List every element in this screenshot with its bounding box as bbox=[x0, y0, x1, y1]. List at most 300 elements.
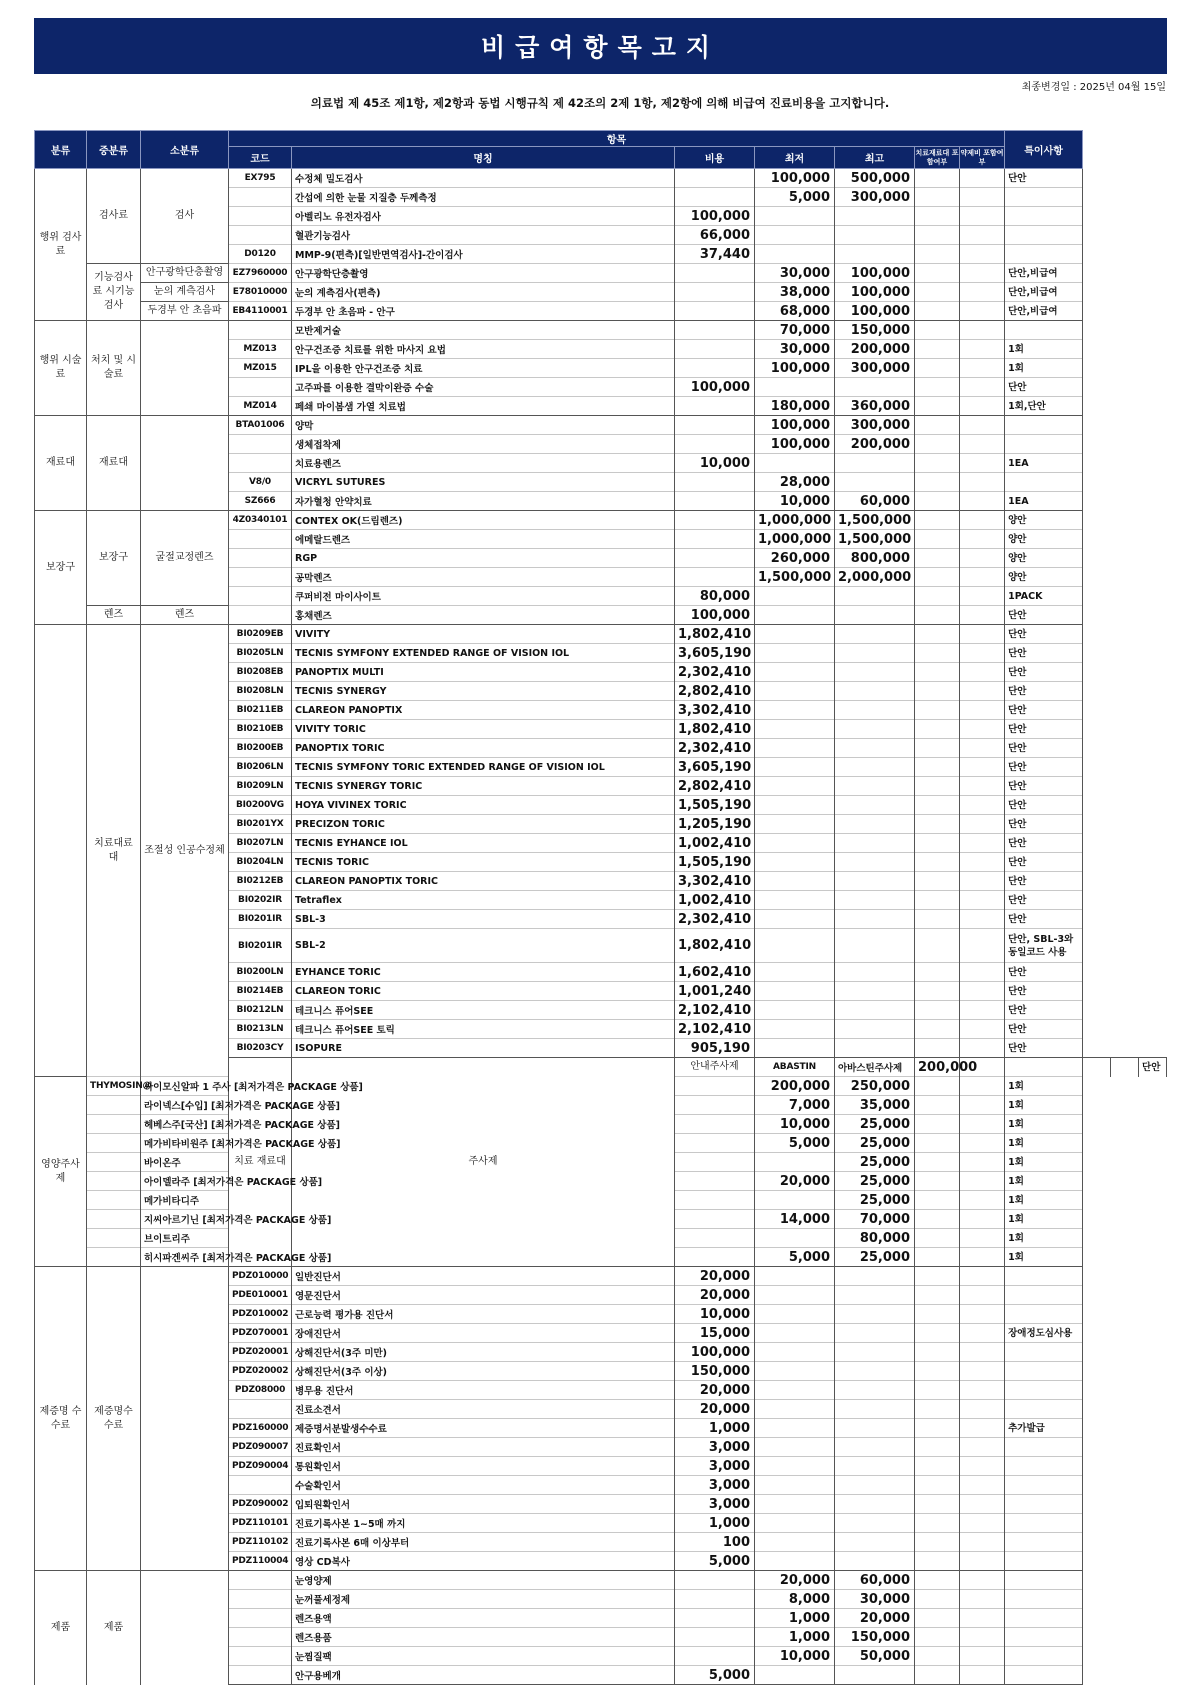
remarks-cell bbox=[1005, 1438, 1083, 1457]
drug-included-cell bbox=[960, 1210, 1005, 1229]
name-cell: 상해진단서(3주 미만) bbox=[292, 1343, 675, 1362]
material-included-cell bbox=[915, 511, 960, 530]
material-included-cell bbox=[915, 1590, 960, 1609]
min-cell bbox=[755, 796, 835, 815]
remarks-cell bbox=[1005, 321, 1083, 340]
material-included-cell bbox=[915, 1457, 960, 1476]
name-cell: TECNIS EYHANCE IOL bbox=[292, 834, 675, 853]
name-cell: ISOPURE bbox=[292, 1039, 675, 1058]
min-cell bbox=[755, 758, 835, 777]
code-cell bbox=[87, 1248, 141, 1267]
header-item: 항목 bbox=[229, 131, 1005, 147]
mid-category-cell: 렌즈 bbox=[87, 606, 141, 625]
code-cell: BI0201IR bbox=[229, 910, 292, 929]
material-included-cell bbox=[915, 720, 960, 739]
table-row bbox=[35, 1571, 1167, 1590]
min-cell bbox=[755, 378, 835, 397]
drug-included-cell bbox=[960, 530, 1005, 549]
drug-included-cell bbox=[960, 1267, 1005, 1286]
max-cell bbox=[835, 1419, 915, 1438]
material-included-cell bbox=[915, 1533, 960, 1552]
remarks-cell: 단안 bbox=[1005, 910, 1083, 929]
min-cell bbox=[755, 1381, 835, 1400]
name-cell: SBL-3 bbox=[292, 910, 675, 929]
max-cell bbox=[835, 1020, 915, 1039]
max-cell bbox=[835, 796, 915, 815]
drug-included-cell bbox=[960, 1666, 1005, 1685]
fee-cell: 20,000 bbox=[675, 1381, 755, 1400]
name-cell: 눈영양제 bbox=[292, 1571, 675, 1590]
drug-included-cell bbox=[960, 1020, 1005, 1039]
header-material-included: 치료재료대 포함여부 bbox=[915, 147, 960, 169]
code-cell bbox=[87, 1096, 141, 1115]
material-included-cell bbox=[915, 454, 960, 473]
material-included-cell bbox=[915, 1495, 960, 1514]
material-included-cell bbox=[1083, 1058, 1111, 1077]
material-included-cell bbox=[915, 644, 960, 663]
min-cell: 180,000 bbox=[755, 397, 835, 416]
mid-category-cell: 제증명수수료 bbox=[87, 1267, 141, 1571]
fee-cell: 2,802,410 bbox=[675, 682, 755, 701]
name-cell: 아벨리노 유전자검사 bbox=[292, 207, 675, 226]
material-included-cell bbox=[915, 682, 960, 701]
drug-included-cell bbox=[960, 1248, 1005, 1267]
remarks-cell: 단안 bbox=[1005, 815, 1083, 834]
category-cell: 제품 bbox=[35, 1571, 87, 1685]
fee-cell bbox=[675, 416, 755, 435]
material-included-cell bbox=[915, 625, 960, 644]
min-cell bbox=[755, 815, 835, 834]
min-cell bbox=[755, 777, 835, 796]
name-cell: 진료확인서 bbox=[292, 1438, 675, 1457]
code-cell: PDE010001 bbox=[229, 1286, 292, 1305]
min-cell bbox=[755, 1476, 835, 1495]
fee-cell bbox=[675, 1191, 755, 1210]
max-cell bbox=[835, 1476, 915, 1495]
remarks-cell: 단안 bbox=[1139, 1058, 1167, 1077]
sub-category-cell: 굴절교정렌즈 bbox=[141, 511, 229, 606]
fee-cell: 1,000 bbox=[675, 1514, 755, 1533]
fee-cell: 3,302,410 bbox=[675, 872, 755, 891]
fee-cell bbox=[675, 1134, 755, 1153]
material-included-cell bbox=[915, 1077, 960, 1096]
name-cell: 안구광학단층촬영 bbox=[292, 264, 675, 283]
min-cell: 5,000 bbox=[755, 1134, 835, 1153]
drug-included-cell bbox=[960, 188, 1005, 207]
drug-included-cell bbox=[960, 1571, 1005, 1590]
drug-included-cell bbox=[960, 302, 1005, 321]
name-cell: 렌즈용액 bbox=[292, 1609, 675, 1628]
min-cell bbox=[755, 207, 835, 226]
remarks-cell: 장애정도심사용 bbox=[1005, 1324, 1083, 1343]
drug-included-cell bbox=[960, 1115, 1005, 1134]
fee-cell bbox=[675, 321, 755, 340]
code-cell bbox=[87, 1229, 141, 1248]
min-cell: 14,000 bbox=[755, 1210, 835, 1229]
remarks-cell: 단안 bbox=[1005, 1001, 1083, 1020]
material-included-cell bbox=[915, 1134, 960, 1153]
code-cell: MZ015 bbox=[229, 359, 292, 378]
remarks-cell: 1회 bbox=[1005, 1248, 1083, 1267]
drug-included-cell bbox=[1111, 1058, 1139, 1077]
remarks-cell: 단안,비급여 bbox=[1005, 264, 1083, 283]
min-cell bbox=[755, 606, 835, 625]
drug-included-cell bbox=[960, 1628, 1005, 1647]
min-cell: 5,000 bbox=[755, 188, 835, 207]
mid-category-cell: 치료대료대 bbox=[87, 625, 141, 1077]
material-included-cell bbox=[915, 1571, 960, 1590]
remarks-cell bbox=[1005, 1552, 1083, 1571]
max-cell: 2,000,000 bbox=[835, 568, 915, 587]
code-cell bbox=[87, 1210, 141, 1229]
fee-cell bbox=[675, 1096, 755, 1115]
remarks-cell: 추가발급 bbox=[1005, 1419, 1083, 1438]
material-included-cell bbox=[915, 872, 960, 891]
material-included-cell bbox=[915, 1210, 960, 1229]
fee-cell: 2,302,410 bbox=[675, 739, 755, 758]
code-cell: BI0212EB bbox=[229, 872, 292, 891]
code-cell bbox=[229, 1609, 292, 1628]
min-cell bbox=[755, 454, 835, 473]
fee-cell bbox=[675, 169, 755, 188]
code-cell: BI0200VG bbox=[229, 796, 292, 815]
min-cell bbox=[755, 1666, 835, 1685]
fee-cell bbox=[675, 302, 755, 321]
max-cell: 35,000 bbox=[835, 1096, 915, 1115]
min-cell bbox=[755, 1552, 835, 1571]
material-included-cell bbox=[915, 1191, 960, 1210]
code-cell: BI0201YX bbox=[229, 815, 292, 834]
code-cell: BI0207LN bbox=[229, 834, 292, 853]
remarks-cell: 단안 bbox=[1005, 891, 1083, 910]
material-included-cell bbox=[915, 1248, 960, 1267]
max-cell: 1,500,000 bbox=[835, 530, 915, 549]
code-cell: BTA01006 bbox=[229, 416, 292, 435]
fee-cell: 1,205,190 bbox=[675, 815, 755, 834]
remarks-cell: 단안 bbox=[1005, 663, 1083, 682]
fee-cell bbox=[675, 397, 755, 416]
min-cell: 38,000 bbox=[755, 283, 835, 302]
name-cell: 안구용베개 bbox=[292, 1666, 675, 1685]
remarks-cell: 단안 bbox=[1005, 796, 1083, 815]
material-included-cell bbox=[915, 1609, 960, 1628]
fee-cell: 1,802,410 bbox=[675, 625, 755, 644]
table-row bbox=[35, 511, 1167, 530]
min-cell: 1,000 bbox=[755, 1628, 835, 1647]
min-cell: 28,000 bbox=[755, 473, 835, 492]
drug-included-cell bbox=[960, 891, 1005, 910]
name-cell: 수정체 밀도검사 bbox=[292, 169, 675, 188]
material-included-cell bbox=[915, 910, 960, 929]
material-included-cell bbox=[915, 1172, 960, 1191]
fee-cell bbox=[675, 1609, 755, 1628]
name-cell: TECNIS TORIC bbox=[292, 853, 675, 872]
fee-cell bbox=[675, 283, 755, 302]
name-cell: 입퇴원확인서 bbox=[292, 1495, 675, 1514]
min-cell: 260,000 bbox=[755, 549, 835, 568]
drug-included-cell bbox=[960, 872, 1005, 891]
min-cell bbox=[755, 872, 835, 891]
max-cell bbox=[835, 1552, 915, 1571]
drug-included-cell bbox=[960, 1514, 1005, 1533]
max-cell bbox=[835, 1666, 915, 1685]
fee-cell: 2,302,410 bbox=[675, 910, 755, 929]
drug-included-cell bbox=[960, 207, 1005, 226]
min-cell bbox=[755, 625, 835, 644]
material-included-cell bbox=[915, 796, 960, 815]
code-cell: PDZ08000 bbox=[229, 1381, 292, 1400]
code-cell bbox=[229, 1666, 292, 1685]
table-row bbox=[35, 1267, 1167, 1286]
max-cell bbox=[835, 473, 915, 492]
name-cell: 양막 bbox=[292, 416, 675, 435]
code-cell bbox=[229, 1400, 292, 1419]
remarks-cell: 단안 bbox=[1005, 982, 1083, 1001]
name-cell: CLAREON TORIC bbox=[292, 982, 675, 1001]
max-cell: 25,000 bbox=[835, 1172, 915, 1191]
drug-included-cell bbox=[960, 606, 1005, 625]
material-included-cell bbox=[915, 963, 960, 982]
code-cell bbox=[229, 587, 292, 606]
fee-cell bbox=[675, 1628, 755, 1647]
code-cell: BI0213LN bbox=[229, 1020, 292, 1039]
drug-included-cell bbox=[960, 758, 1005, 777]
name-cell: 두경부 안 초음파 - 안구 bbox=[292, 302, 675, 321]
remarks-cell: 1PACK bbox=[1005, 587, 1083, 606]
max-cell bbox=[835, 1362, 915, 1381]
min-cell: 1,000,000 bbox=[755, 530, 835, 549]
remarks-cell bbox=[1005, 1457, 1083, 1476]
name-cell: 영상 CD복사 bbox=[292, 1552, 675, 1571]
remarks-cell: 양안 bbox=[1005, 530, 1083, 549]
drug-included-cell bbox=[960, 340, 1005, 359]
code-cell: BI0214EB bbox=[229, 982, 292, 1001]
material-included-cell bbox=[915, 549, 960, 568]
sub-category-cell: 조절성 인공수정체 bbox=[141, 625, 229, 1077]
code-cell bbox=[87, 1172, 141, 1191]
min-cell bbox=[755, 1020, 835, 1039]
material-included-cell bbox=[915, 473, 960, 492]
code-cell: PDZ010000 bbox=[229, 1267, 292, 1286]
code-cell bbox=[229, 188, 292, 207]
min-cell: 100,000 bbox=[755, 435, 835, 454]
max-cell bbox=[835, 207, 915, 226]
max-cell bbox=[835, 1324, 915, 1343]
remarks-cell: 단안 bbox=[1005, 963, 1083, 982]
name-cell: 테크니스 퓨어SEE bbox=[292, 1001, 675, 1020]
remarks-cell bbox=[1005, 1381, 1083, 1400]
max-cell: 25,000 bbox=[835, 1248, 915, 1267]
fee-cell: 100 bbox=[675, 1533, 755, 1552]
code-cell: PDZ010002 bbox=[229, 1305, 292, 1324]
remarks-cell bbox=[1005, 435, 1083, 454]
drug-included-cell bbox=[960, 701, 1005, 720]
code-cell: BI0212LN bbox=[229, 1001, 292, 1020]
drug-included-cell bbox=[960, 625, 1005, 644]
fee-cell bbox=[675, 511, 755, 530]
remarks-cell bbox=[1005, 1495, 1083, 1514]
code-cell: PDZ160000 bbox=[229, 1419, 292, 1438]
fee-cell: 1,000 bbox=[675, 1419, 755, 1438]
remarks-cell: 1회 bbox=[1005, 1153, 1083, 1172]
name-cell: 테크니스 퓨어SEE 토릭 bbox=[292, 1020, 675, 1039]
material-included-cell bbox=[915, 530, 960, 549]
code-cell: PDZ110102 bbox=[229, 1533, 292, 1552]
name-cell: 근로능력 평가용 진단서 bbox=[292, 1305, 675, 1324]
drug-included-cell bbox=[960, 321, 1005, 340]
min-cell bbox=[755, 245, 835, 264]
drug-included-cell bbox=[960, 1362, 1005, 1381]
max-cell bbox=[835, 834, 915, 853]
fee-cell bbox=[675, 1077, 755, 1096]
code-cell bbox=[229, 549, 292, 568]
code-cell bbox=[229, 435, 292, 454]
name-cell: 장애진단서 bbox=[292, 1324, 675, 1343]
legal-notice: 의료법 제 45조 제1항, 제2항과 동법 시행규칙 제 42조의 2제 1항, 제2항에 의해 비급여 진료비용을 고지합니다. bbox=[310, 96, 890, 110]
sub-category-cell: 두경부 안 초음파 bbox=[141, 302, 229, 321]
min-cell: 1,000,000 bbox=[755, 511, 835, 530]
min-cell bbox=[755, 1324, 835, 1343]
fee-cell bbox=[675, 1172, 755, 1191]
max-cell bbox=[835, 625, 915, 644]
min-cell bbox=[755, 701, 835, 720]
remarks-cell bbox=[1005, 1286, 1083, 1305]
max-cell bbox=[835, 1514, 915, 1533]
last-updated-date: 최종변경일 : 2025년 04월 15일 bbox=[1021, 82, 1166, 93]
max-cell bbox=[835, 1438, 915, 1457]
max-cell bbox=[835, 1457, 915, 1476]
material-included-cell bbox=[915, 207, 960, 226]
mid-category-cell: 보장구 bbox=[87, 511, 141, 606]
fee-cell: 1,001,240 bbox=[675, 982, 755, 1001]
max-cell bbox=[835, 777, 915, 796]
max-cell: 200,000 bbox=[835, 340, 915, 359]
fee-cell: 3,302,410 bbox=[675, 701, 755, 720]
name-cell: 히시파겐씨주 [최저가격은 PACKAGE 상품] bbox=[141, 1248, 229, 1267]
drug-included-cell bbox=[960, 226, 1005, 245]
drug-included-cell bbox=[960, 1286, 1005, 1305]
fee-cell: 66,000 bbox=[675, 226, 755, 245]
material-included-cell bbox=[915, 321, 960, 340]
min-cell bbox=[755, 1438, 835, 1457]
table-row bbox=[35, 625, 1167, 644]
max-cell bbox=[835, 1400, 915, 1419]
code-cell: PDZ090007 bbox=[229, 1438, 292, 1457]
min-cell bbox=[755, 587, 835, 606]
min-cell: 8,000 bbox=[755, 1590, 835, 1609]
table-row bbox=[35, 264, 1167, 283]
code-cell: BI0205LN bbox=[229, 644, 292, 663]
name-cell: 상해진단서(3주 이상) bbox=[292, 1362, 675, 1381]
name-cell: 간섭에 의한 눈물 지질층 두께측정 bbox=[292, 188, 675, 207]
remarks-cell: 1회 bbox=[1005, 359, 1083, 378]
remarks-cell bbox=[1005, 1400, 1083, 1419]
min-cell: 20,000 bbox=[755, 1571, 835, 1590]
min-cell bbox=[755, 1419, 835, 1438]
remarks-cell bbox=[1005, 1628, 1083, 1647]
fee-cell: 2,102,410 bbox=[675, 1020, 755, 1039]
drug-included-cell bbox=[960, 587, 1005, 606]
remarks-cell: 1EA bbox=[1005, 492, 1083, 511]
max-cell bbox=[835, 1001, 915, 1020]
fee-cell: 20,000 bbox=[675, 1267, 755, 1286]
code-cell: ABASTIN bbox=[755, 1058, 835, 1077]
material-included-cell bbox=[915, 1286, 960, 1305]
name-cell: 눈찜질팩 bbox=[292, 1647, 675, 1666]
drug-included-cell bbox=[960, 1172, 1005, 1191]
fee-cell: 3,000 bbox=[675, 1476, 755, 1495]
fee-cell bbox=[675, 1115, 755, 1134]
drug-included-cell bbox=[960, 1457, 1005, 1476]
remarks-cell: 1회 bbox=[1005, 1191, 1083, 1210]
table-row bbox=[35, 169, 1167, 188]
remarks-cell bbox=[1005, 1476, 1083, 1495]
max-cell bbox=[835, 982, 915, 1001]
material-included-cell bbox=[915, 1514, 960, 1533]
drug-included-cell bbox=[960, 1438, 1005, 1457]
material-included-cell bbox=[915, 1362, 960, 1381]
remarks-cell: 양안 bbox=[1005, 549, 1083, 568]
table-row bbox=[35, 606, 1167, 625]
code-cell: BI0208LN bbox=[229, 682, 292, 701]
max-cell bbox=[835, 1286, 915, 1305]
material-included-cell bbox=[915, 1096, 960, 1115]
remarks-cell: 단안 bbox=[1005, 834, 1083, 853]
fee-cell: 5,000 bbox=[675, 1552, 755, 1571]
max-cell bbox=[835, 701, 915, 720]
min-cell bbox=[755, 739, 835, 758]
code-cell: BI0210EB bbox=[229, 720, 292, 739]
remarks-cell: 단안 bbox=[1005, 739, 1083, 758]
mid-category-cell: 처치 및 시술료 bbox=[87, 321, 141, 416]
name-cell: 렌즈용품 bbox=[292, 1628, 675, 1647]
drug-included-cell bbox=[960, 1191, 1005, 1210]
sub-category-cell bbox=[141, 1267, 229, 1571]
remarks-cell: 단안 bbox=[1005, 1039, 1083, 1058]
table-row bbox=[35, 283, 1167, 302]
code-cell: PDZ070001 bbox=[229, 1324, 292, 1343]
drug-included-cell bbox=[960, 492, 1005, 511]
fee-cell: 100,000 bbox=[675, 378, 755, 397]
name-cell: Tetraflex bbox=[292, 891, 675, 910]
material-included-cell bbox=[915, 982, 960, 1001]
min-cell bbox=[755, 720, 835, 739]
max-cell: 50,000 bbox=[835, 1647, 915, 1666]
drug-included-cell bbox=[960, 1495, 1005, 1514]
category-cell: 행위 검사료 bbox=[35, 169, 87, 321]
sub-category-cell bbox=[141, 416, 229, 511]
drug-included-cell bbox=[960, 663, 1005, 682]
code-cell bbox=[229, 378, 292, 397]
material-included-cell bbox=[915, 226, 960, 245]
material-included-cell bbox=[915, 1666, 960, 1685]
material-included-cell bbox=[915, 1039, 960, 1058]
sub-category-cell bbox=[141, 1571, 229, 1685]
drug-included-cell bbox=[960, 397, 1005, 416]
material-included-cell bbox=[915, 1153, 960, 1172]
fee-cell: 20,000 bbox=[675, 1286, 755, 1305]
material-included-cell bbox=[915, 1552, 960, 1571]
max-cell bbox=[835, 226, 915, 245]
min-cell bbox=[755, 1153, 835, 1172]
drug-included-cell bbox=[960, 549, 1005, 568]
fee-cell: 1,505,190 bbox=[675, 796, 755, 815]
max-cell bbox=[835, 929, 915, 963]
header-category: 분류 bbox=[35, 131, 87, 169]
fee-cell: 10,000 bbox=[675, 1305, 755, 1324]
name-cell: 수술확인서 bbox=[292, 1476, 675, 1495]
drug-included-cell bbox=[960, 245, 1005, 264]
